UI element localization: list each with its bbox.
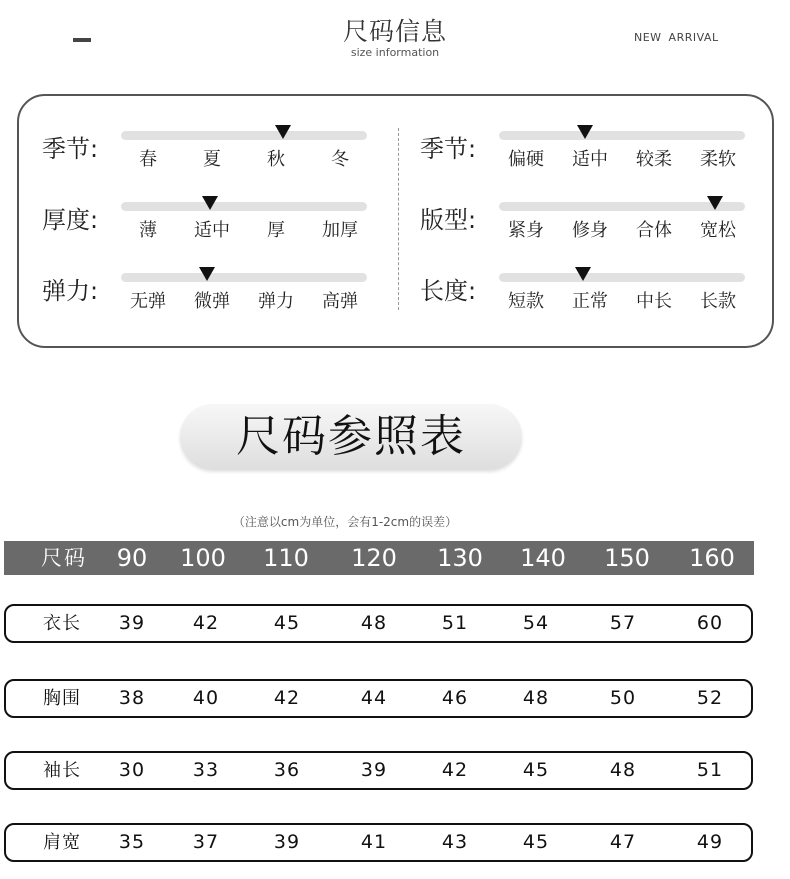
table-cell: 48 (522, 687, 550, 709)
size-header-cell: 120 (351, 544, 397, 572)
table-row (4, 751, 753, 790)
table-cell: 49 (696, 831, 724, 853)
table-cell: 39 (360, 759, 388, 781)
row-label: 袖长 (43, 760, 81, 781)
attribute-thickness (42, 200, 382, 260)
table-cell: 60 (696, 612, 724, 634)
attribute-option: 夏 (203, 149, 221, 170)
attribute-slider-track (499, 131, 745, 140)
attribute-options (499, 216, 745, 240)
size-chart-title: 尺码参照表 (236, 411, 466, 462)
table-cell: 51 (441, 612, 469, 634)
size-header-cell: 160 (689, 544, 735, 572)
attribute-option: 无弹 (130, 291, 166, 312)
table-cell: 42 (192, 612, 220, 634)
attribute-option: 偏硬 (508, 149, 544, 170)
attribute-label: 厚度: (42, 206, 99, 234)
table-cell: 45 (522, 831, 550, 853)
table-cell: 37 (192, 831, 220, 853)
table-cell: 40 (192, 687, 220, 709)
attribute-option: 较柔 (636, 149, 672, 170)
attribute-option: 中长 (636, 291, 672, 312)
attribute-slider-track (121, 202, 367, 211)
panel-divider (398, 128, 399, 310)
attribute-softness (420, 129, 760, 189)
selected-marker-icon (575, 267, 591, 281)
size-header-cell: 140 (520, 544, 566, 572)
attribute-option: 冬 (331, 149, 349, 170)
attribute-option: 弹力 (258, 291, 294, 312)
attribute-option: 厚 (267, 220, 285, 241)
measurement-note: （注意以cm为单位，会有1-2cm的误差） (232, 515, 458, 529)
table-cell: 50 (609, 687, 637, 709)
attribute-option: 柔软 (700, 149, 736, 170)
attribute-label: 季节: (420, 135, 477, 163)
table-cell: 43 (441, 831, 469, 853)
table-cell: 38 (118, 687, 146, 709)
attribute-slider-track (121, 131, 367, 140)
table-cell: 48 (360, 612, 388, 634)
table-cell: 51 (696, 759, 724, 781)
attribute-option: 适中 (194, 220, 230, 241)
size-header-cell: 150 (604, 544, 650, 572)
row-label: 肩宽 (43, 832, 81, 853)
attribute-label: 弹力: (42, 277, 99, 305)
table-cell: 33 (192, 759, 220, 781)
table-cell: 30 (118, 759, 146, 781)
attribute-label: 季节: (42, 135, 99, 163)
table-cell: 39 (118, 612, 146, 634)
attribute-option: 正常 (572, 291, 608, 312)
size-header-cell: 100 (180, 544, 226, 572)
size-header-label: 尺码 (41, 546, 87, 570)
attribute-option: 秋 (267, 149, 285, 170)
attribute-option: 长款 (700, 291, 736, 312)
selected-marker-icon (707, 196, 723, 210)
row-label: 胸围 (43, 688, 81, 709)
attribute-options (499, 287, 745, 311)
attribute-option: 合体 (636, 220, 672, 241)
attribute-elasticity (42, 271, 382, 331)
row-label: 衣长 (43, 613, 81, 634)
table-cell: 44 (360, 687, 388, 709)
attribute-option: 短款 (508, 291, 544, 312)
attribute-options (121, 216, 367, 240)
attribute-option: 高弹 (322, 291, 358, 312)
attribute-option: 微弹 (194, 291, 230, 312)
attribute-options (121, 145, 367, 169)
attribute-label: 版型: (420, 206, 477, 234)
table-row (4, 823, 753, 862)
attribute-option: 春 (139, 149, 157, 170)
page-title: 尺码信息 (342, 17, 447, 46)
table-cell: 48 (609, 759, 637, 781)
attribute-options (121, 287, 367, 311)
table-cell: 35 (118, 831, 146, 853)
size-header-cell: 130 (437, 544, 483, 572)
table-cell: 42 (441, 759, 469, 781)
table-cell: 36 (273, 759, 301, 781)
attribute-slider-track (499, 202, 745, 211)
table-cell: 52 (696, 687, 724, 709)
table-cell: 45 (522, 759, 550, 781)
table-row (4, 679, 753, 718)
attribute-option: 适中 (572, 149, 608, 170)
table-row (4, 604, 753, 643)
attribute-option: 宽松 (700, 220, 736, 241)
table-cell: 41 (360, 831, 388, 853)
attribute-length (420, 271, 760, 331)
attribute-option: 修身 (572, 220, 608, 241)
size-header-row (4, 541, 754, 575)
attribute-options (499, 145, 745, 169)
page-subtitle: size information (350, 46, 440, 59)
attribute-option: 加厚 (322, 220, 358, 241)
selected-marker-icon (577, 125, 593, 139)
selected-marker-icon (199, 267, 215, 281)
new-arrival-tagline: NEW ARRIVAL (634, 31, 719, 44)
size-header-cell: 110 (263, 544, 309, 572)
table-cell: 54 (522, 612, 550, 634)
table-cell: 47 (609, 831, 637, 853)
table-cell: 42 (273, 687, 301, 709)
attribute-label: 长度: (420, 277, 477, 305)
selected-marker-icon (202, 196, 218, 210)
attribute-slider-track (499, 273, 745, 282)
table-cell: 39 (273, 831, 301, 853)
table-cell: 57 (609, 612, 637, 634)
table-cell: 46 (441, 687, 469, 709)
attribute-option: 薄 (139, 220, 157, 241)
attribute-fit (420, 200, 760, 260)
selected-marker-icon (275, 125, 291, 139)
table-cell: 45 (273, 612, 301, 634)
attribute-option: 紧身 (508, 220, 544, 241)
attribute-slider-track (121, 273, 367, 282)
size-header-cell: 90 (116, 544, 148, 572)
attribute-season (42, 129, 382, 189)
